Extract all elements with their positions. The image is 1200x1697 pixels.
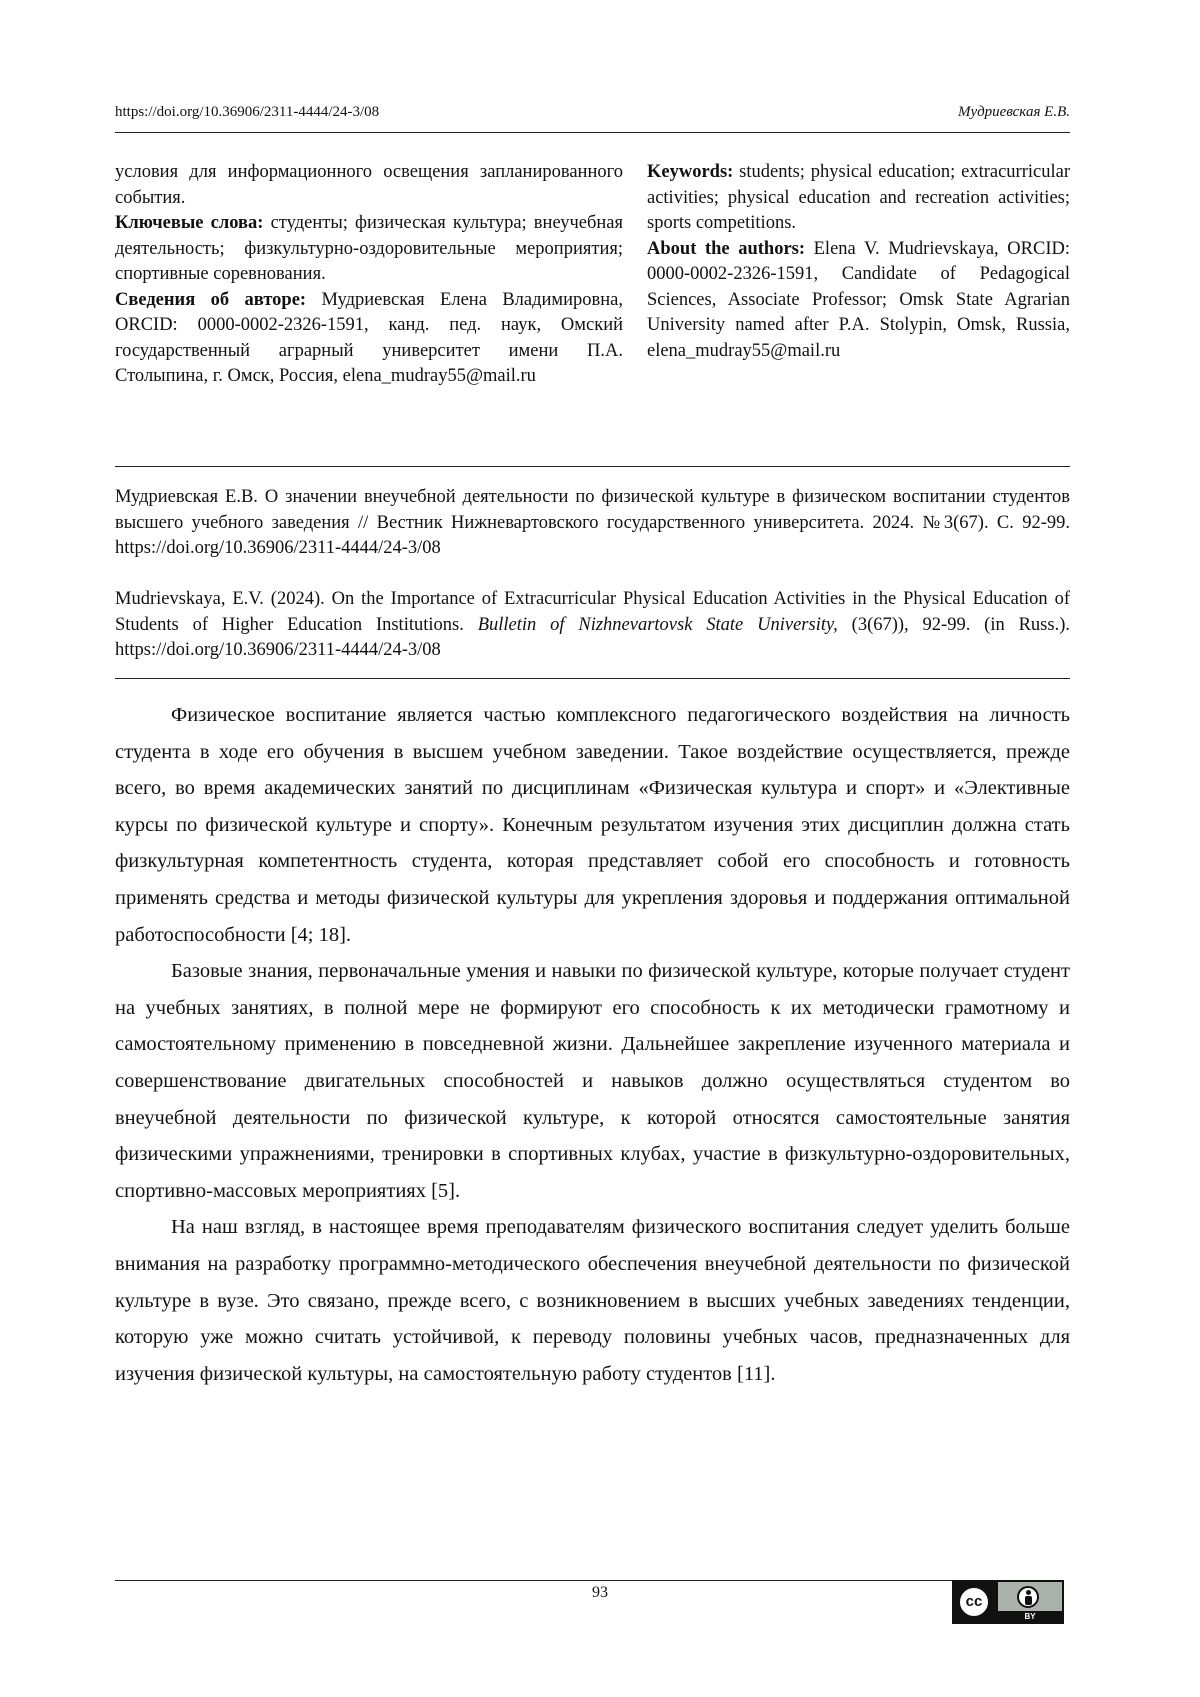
- intro-tail: условия для информационного освещения запланированного события.: [115, 162, 623, 208]
- divider-top: [115, 466, 1070, 467]
- running-header: [115, 104, 1070, 133]
- header-doi[interactable]: https://doi.org/10.36906/2311-4444/24-3/08: [115, 104, 380, 120]
- author-info-ru-text: Мудриевская Елена Владимировна, ORCID: 0000-0002-2326-1591, канд. пед. наук, Омский государственный аграрный университет имени П.А. Столыпина, г. Омск, Россия, elena_mudray55@mail.ru: [115, 289, 623, 386]
- person-body: [1025, 1596, 1032, 1605]
- divider-bottom: [115, 678, 1070, 679]
- keywords-ru-label: Ключевые слова:: [115, 213, 264, 233]
- keywords-ru-text: студенты; физическая культура; внеучебная деятельность; физкультурно-оздоровительные мероприятия; спортивные соревнования.: [115, 213, 623, 284]
- attribution-person-icon: [1017, 1586, 1039, 1608]
- body-paragraph: Базовые знания, первоначальные умения и навыки по физической культуре, которые получает студент на учебных занятиях, в полной мере не формируют его способность к их методически грамотному и самостоятельному применению в повседневной жизни. Дальнейшее закрепление изученного материала и совершенствование двигательных способностей и навыков должно осуществляться студентом во внеучебной деятельности по физической культуре, к которой относятся самостоятельные занятия физическими упражнениями, тренировки в спортивных клубах, участие в физкультурно-оздоровительных, спортивно-массовых мероприятиях [5].: [115, 960, 1070, 1202]
- footer-rule: [115, 1580, 953, 1581]
- header-author: Мудриевская Е.В.: [957, 104, 1070, 120]
- page-number: 93: [592, 1584, 608, 1601]
- article-body: [115, 697, 1070, 1392]
- keywords-en: [647, 160, 1070, 237]
- author-info-ru: [115, 288, 623, 390]
- cc-by-icon[interactable]: [952, 1580, 1064, 1624]
- english-column: [647, 160, 1070, 364]
- by-label: BY: [998, 1611, 1062, 1622]
- citation-russian: Мудриевская Е.В. О значении внеучебной деятельности по физической культуре в физическом воспитании студентов высшего учебного заведения // Вестник Нижневартовского государственного университета. 2024. №3(67). С. 92-99. https://doi.org/10.36906/2311-4444/24-3/08: [115, 487, 1070, 558]
- citation-en-lead: Mudrievskaya, E.V. (2024). On the Importance of Extracurricular Physical Education Activities in the Physical Education of Students of Higher Education Institutions.: [115, 589, 1070, 635]
- citation-english: [115, 587, 1070, 664]
- author-info-en-text: Elena V. Mudrievskaya, ORCID: 0000-0002-2326-1591, Candidate of Pedagogical Sciences, Associate Professor; Omsk State Agrarian University named after P.A. Stolypin, Omsk, Russia, elena_mudray55@mail.ru: [647, 238, 1070, 361]
- body-paragraph: Физическое воспитание является частью комплексного педагогического воздействия на личность студента в ходе его обучения в высшем учебном заведении. Такое воздействие осуществляется, прежде всего, во время академических занятий по дисциплинам «Физическая культура и спорт» и «Элективные курсы по физической культуре и спорту». Конечным результатом изучения этих дисциплин должна стать физкультурная компетентность студента, которая представляет собой его способность и готовность применять средства и методы физической культуры для укрепления здоровья и поддержания оптимальной работоспособности [4; 18].: [115, 704, 1070, 946]
- keywords-en-label: Keywords:: [647, 162, 734, 182]
- person-head: [1026, 1590, 1031, 1595]
- keywords-ru: [115, 211, 623, 288]
- keywords-en-text: students; physical education; extracurricular activities; physical education and recreation activities; sports competitions.: [647, 162, 1070, 233]
- cc-icon: cc: [957, 1585, 991, 1619]
- body-paragraph: На наш взгляд, в настоящее время преподавателям физического воспитания следует уделить больше внимания на разработку программно-методического обеспечения внеучебной деятельности по физической культуре в вузе. Это связано, прежде всего, с возникновением в высших учебных заведениях тенденции, которую уже можно считать устойчивой, к переводу половины учебных часов, предназначенных для изучения физической культуры, на самостоятельную работу студентов [11].: [115, 1216, 1070, 1385]
- author-info-en: [647, 237, 1070, 365]
- citation-en-journal: Bulletin of Nizhnevartovsk State University,: [477, 614, 838, 635]
- citation-en-tail: (3(67)), 92-99. (in Russ.). https://doi.org/10.36906/2311-4444/24-3/08: [115, 614, 1070, 660]
- author-info-en-label: About the authors:: [647, 238, 806, 259]
- author-info-ru-label: Сведения об авторе:: [115, 289, 307, 310]
- russian-column: [115, 160, 623, 390]
